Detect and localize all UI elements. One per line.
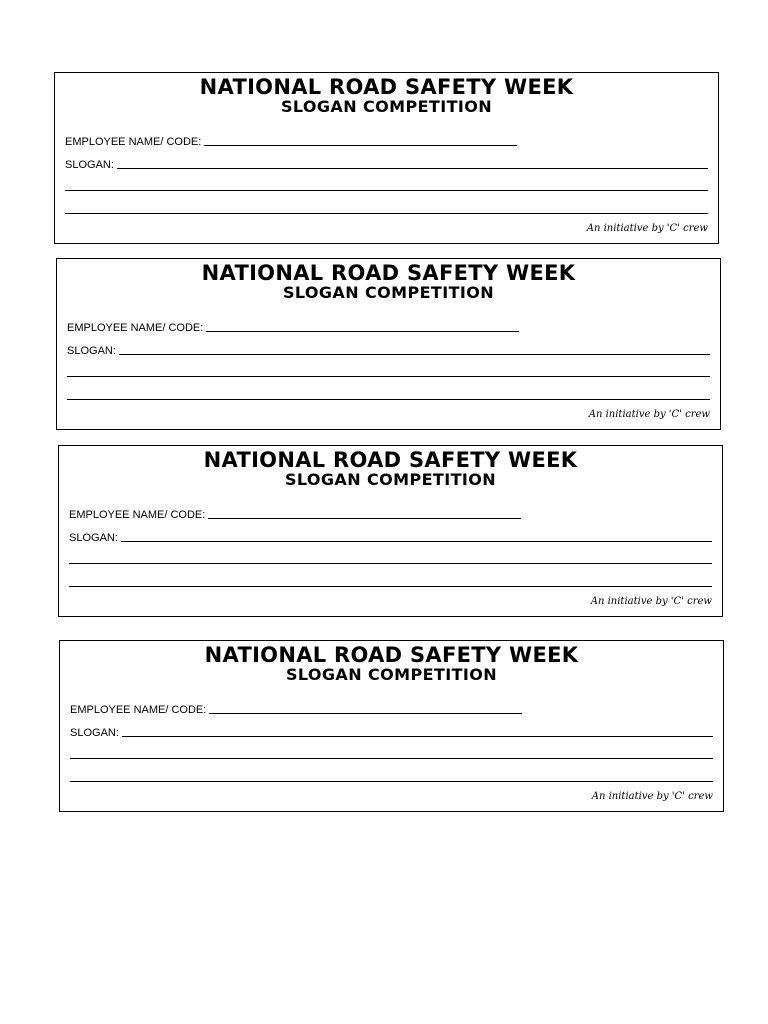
employee-name-field[interactable]	[67, 319, 519, 335]
slogan-continuation-line[interactable]	[70, 758, 713, 759]
slogan-continuation-line[interactable]	[65, 213, 708, 214]
form-subtitle: SLOGAN COMPETITION	[285, 665, 498, 684]
slogan-label: SLOGAN:	[70, 727, 119, 739]
slogan-label: SLOGAN:	[65, 159, 114, 171]
form-subtitle: SLOGAN COMPETITION	[282, 283, 495, 302]
slogan-line[interactable]	[117, 168, 708, 169]
employee-name-field[interactable]	[65, 133, 517, 149]
form-subtitle: SLOGAN COMPETITION	[280, 97, 493, 116]
slogan-form-card	[54, 72, 719, 244]
employee-name-field[interactable]	[69, 506, 521, 522]
employee-name-line[interactable]	[208, 518, 521, 519]
employee-name-line[interactable]	[209, 713, 522, 714]
slogan-continuation-line[interactable]	[69, 586, 712, 587]
employee-name-label: EMPLOYEE NAME/ CODE:	[69, 509, 206, 521]
slogan-field[interactable]	[67, 342, 710, 358]
slogan-line[interactable]	[122, 736, 713, 737]
slogan-continuation-line[interactable]	[67, 399, 710, 400]
slogan-continuation-line[interactable]	[67, 376, 710, 377]
initiative-credit: An initiative by 'C' crew	[590, 596, 712, 607]
slogan-form-card	[58, 445, 723, 617]
slogan-label: SLOGAN:	[67, 345, 116, 357]
slogan-form-card	[56, 258, 721, 430]
initiative-credit: An initiative by 'C' crew	[588, 409, 710, 420]
slogan-continuation-line[interactable]	[69, 563, 712, 564]
slogan-field[interactable]	[69, 529, 712, 545]
slogan-form-card	[59, 640, 724, 812]
form-title: NATIONAL ROAD SAFETY WEEK	[201, 261, 576, 285]
slogan-continuation-line[interactable]	[70, 781, 713, 782]
form-title: NATIONAL ROAD SAFETY WEEK	[199, 75, 574, 99]
initiative-credit: An initiative by 'C' crew	[591, 791, 713, 802]
form-title: NATIONAL ROAD SAFETY WEEK	[203, 448, 578, 472]
slogan-field[interactable]	[70, 724, 713, 740]
employee-name-field[interactable]	[70, 701, 522, 717]
form-title: NATIONAL ROAD SAFETY WEEK	[204, 643, 579, 667]
employee-name-label: EMPLOYEE NAME/ CODE:	[67, 322, 204, 334]
form-subtitle: SLOGAN COMPETITION	[284, 470, 497, 489]
initiative-credit: An initiative by 'C' crew	[586, 223, 708, 234]
employee-name-label: EMPLOYEE NAME/ CODE:	[65, 136, 202, 148]
employee-name-label: EMPLOYEE NAME/ CODE:	[70, 704, 207, 716]
slogan-line[interactable]	[119, 354, 710, 355]
slogan-field[interactable]	[65, 156, 708, 172]
slogan-label: SLOGAN:	[69, 532, 118, 544]
employee-name-line[interactable]	[204, 145, 517, 146]
employee-name-line[interactable]	[206, 331, 519, 332]
slogan-continuation-line[interactable]	[65, 190, 708, 191]
slogan-line[interactable]	[121, 541, 712, 542]
